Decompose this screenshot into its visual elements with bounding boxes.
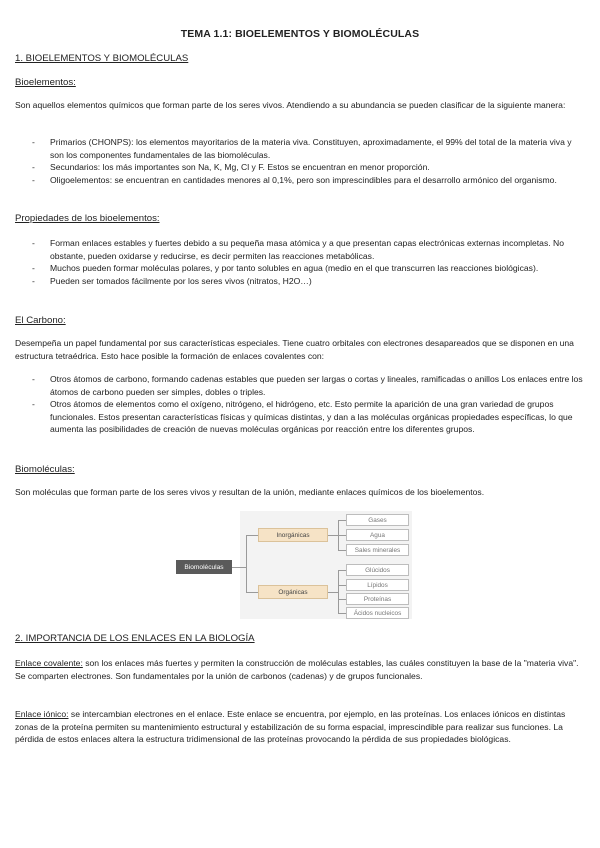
connector-line [328, 592, 338, 593]
diagram-leaf-node: Gases [346, 514, 409, 526]
diagram-inorganicas-node: Inorgánicas [258, 528, 328, 542]
propiedades-list [15, 237, 587, 287]
propiedades-heading: Propiedades de los bioelementos: [15, 213, 160, 224]
connector-line [338, 535, 346, 536]
section-1-heading: 1. BIOELEMENTOS Y BIOMOLÉCULAS [15, 53, 189, 64]
connector-line [232, 567, 246, 568]
connector-line [338, 599, 346, 600]
biomoleculas-diagram [176, 511, 412, 619]
enlace-covalente-paragraph [15, 657, 587, 682]
carbono-heading: El Carbono: [15, 315, 66, 326]
connector-line [328, 535, 338, 536]
diagram-organicas-node: Orgánicas [258, 585, 328, 599]
list-item: - Pueden ser tomados fácilmente por los seres vivos (nitratos, H2O…) [15, 275, 587, 288]
connector-line [246, 535, 258, 536]
list-item: - Otros átomos de carbono, formando cadenas estables que pueden ser largas o cortas y lineales, ramificadas o anillos Los enlaces entre los átomos de carbono pueden ser simples, dobles o triples. [15, 373, 587, 398]
list-item: - Secundarios: los más importantes son Na, K, Mg, Cl y F. Estos se encuentran en menor proporción. [15, 161, 587, 174]
list-item: - Forman enlaces estables y fuertes debido a su pequeña masa atómica y a que presentan capas electrónicas externas incompletas. No obstante, pueden oxidarse y reducirse, es decir permiten las reacciones metabólicas. [15, 237, 587, 262]
connector-line [338, 585, 346, 586]
connector-line [338, 570, 339, 613]
biomoleculas-intro: Son moléculas que forman parte de los seres vivos y resultan de la unión, mediante enlaces químicos de los bioelementos. [15, 487, 485, 497]
list-item: - Primarios (CHONPS): los elementos mayoritarios de la materia viva. Constituyen, aproximadamente, el 99% del total de la materia viva y son los componentes fundamentales de las biomoléculas. [15, 136, 587, 161]
diagram-leaf-node: Glúcidos [346, 564, 409, 576]
connector-line [246, 592, 258, 593]
connector-line [338, 550, 346, 551]
diagram-leaf-node: Lípidos [346, 579, 409, 591]
enlace-ionico-label: Enlace iónico: [15, 709, 69, 719]
carbono-intro: Desempeña un papel fundamental por sus características especiales. Tiene cuatro orbitales con electrones desapareados que se disponen en una estructura tetraédrica. Esto hace posible la formación de enlaces covalentes con: [15, 338, 574, 361]
diagram-leaf-node: Ácidos nucleicos [346, 607, 409, 619]
enlace-ionico-paragraph [15, 708, 587, 746]
bioelementos-intro: Son aquellos elementos químicos que forman parte de los seres vivos. Atendiendo a su abundancia se pueden clasificar de la siguiente manera: [15, 100, 566, 110]
enlace-covalente-label: Enlace covalente: [15, 658, 83, 668]
list-item: - Otros átomos de elementos como el oxígeno, nitrógeno, el hidrógeno, etc. Esto permite la aparición de una gran variedad de grupos funcionales. Estos presentan características físicas y químicas distintas, y dan a las moléculas orgánicas propiedades específicas, lo que aumenta las posibilidades de creación de nuevas moléculas orgánicas por reacción entre los diferentes grupos. [15, 398, 587, 436]
diagram-leaf-node: Proteínas [346, 593, 409, 605]
connector-line [338, 613, 346, 614]
section-2-heading: 2. IMPORTANCIA DE LOS ENLACES EN LA BIOLOGÍA [15, 633, 255, 644]
diagram-leaf-node: Agua [346, 529, 409, 541]
carbono-list [15, 373, 587, 436]
connector-line [338, 570, 346, 571]
connector-line [246, 535, 247, 592]
diagram-leaf-node: Sales minerales [346, 544, 409, 556]
list-item: - Muchos pueden formar moléculas polares, y por tanto solubles en agua (medio en el que transcurren las reacciones biológicas). [15, 262, 587, 275]
diagram-root-node: Biomoléculas [176, 560, 232, 574]
connector-line [338, 520, 346, 521]
enlace-ionico-text: se intercambian electrones en el enlace. Este enlace se encuentra, por ejemplo, en las proteínas. Los enlaces iónicos en distintas zonas de la proteína permiten su mantenimiento estructural y estabilización de su forma espacial, imprescindible para realizar sus funciones. La pérdida de estos enlaces altera la estructura tridimensional de las proteínas provocando la pérdida de sus propiedades biológicas. [15, 709, 566, 744]
document-title: TEMA 1.1: BIOELEMENTOS Y BIOMOLÉCULAS [180, 28, 420, 40]
bioelementos-list [15, 136, 587, 186]
bioelementos-heading: Bioelementos: [15, 77, 76, 88]
enlace-covalente-text: son los enlaces más fuertes y permiten la construcción de moléculas estables, las cuáles constituyen la base de la "materia viva". Se comparten electrones. Son fundamentales por la unión de carbonos (cadenas) y de grupos funcionales. [15, 658, 579, 681]
list-item: - Oligoelementos: se encuentran en cantidades menores al 0,1%, pero son imprescindibles para el desarrollo armónico del organismo. [15, 174, 587, 187]
biomoleculas-heading: Biomoléculas: [15, 464, 75, 475]
